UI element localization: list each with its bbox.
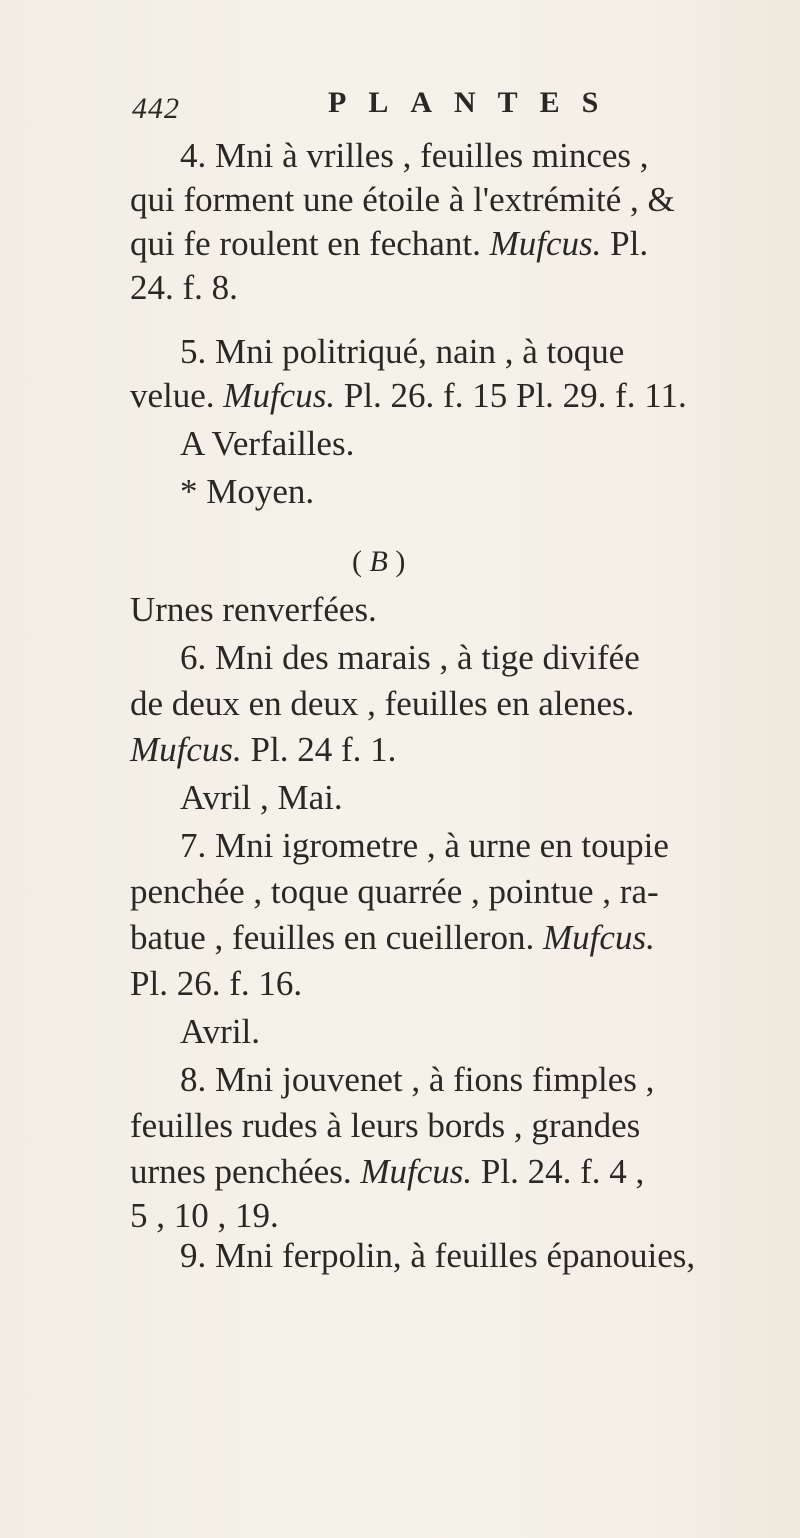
- text-line: Mufcus. Pl. 24 f. 1.: [130, 730, 397, 769]
- text-line: qui fe roulent en fechant. Mufcus. Pl.: [130, 224, 649, 263]
- text-line: de deux en deux , feuilles en alenes.: [130, 684, 635, 723]
- text-line: 9. Mni ferpolin, à feuilles épanouies,: [180, 1236, 696, 1275]
- section-heading: ( B ): [352, 545, 406, 578]
- text-line: 24. f. 8.: [130, 268, 238, 307]
- page-number: 442: [132, 92, 180, 125]
- text-line: 5 , 10 , 19.: [130, 1196, 279, 1235]
- text-line: qui forment une étoile à l'extrémité , &: [130, 180, 675, 219]
- section-subheading: Urnes renverfées.: [130, 590, 377, 629]
- text-line: 5. Mni politriqué, nain , à toque: [180, 332, 625, 371]
- text-line: A Verfailles.: [180, 424, 355, 463]
- text-line: Pl. 26. f. 16.: [130, 964, 303, 1003]
- text-line: 7. Mni igrometre , à urne en toupie: [180, 826, 669, 865]
- text-line: batue , feuilles en cueilleron. Mufcus.: [130, 918, 655, 957]
- page-header: [132, 86, 621, 130]
- text-line: velue. Mufcus. Pl. 26. f. 15 Pl. 29. f. 11.: [130, 376, 687, 415]
- text-line: urnes penchées. Mufcus. Pl. 24. f. 4 ,: [130, 1152, 645, 1191]
- text-line: 8. Mni jouvenet , à fions fimples ,: [180, 1060, 655, 1099]
- running-head: PLANTES: [328, 86, 621, 119]
- text-line: * Moyen.: [180, 472, 315, 511]
- text-line: Avril , Mai.: [180, 778, 343, 817]
- text-line: 4. Mni à vrilles , feuilles minces ,: [180, 136, 649, 175]
- text-line: Avril.: [180, 1012, 261, 1051]
- text-line: 6. Mni des marais , à tige divifée: [180, 638, 640, 677]
- text-line: penchée , toque quarrée , pointue , ra-: [130, 872, 659, 911]
- text-line: feuilles rudes à leurs bords , grandes: [130, 1106, 641, 1145]
